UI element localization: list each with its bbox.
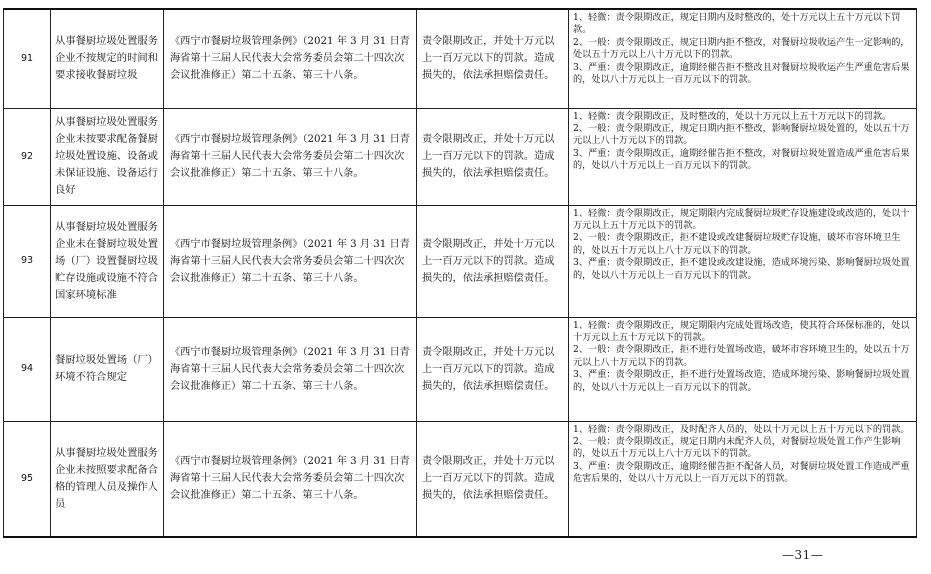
discretion-serious: 3、严重：责令限期改正，拒不建设或改建设施，造成环境污染、影响餐厨垃圾处置的，处以八十万元以上一百万元以下的罚款。: [573, 257, 910, 281]
row-number: 92: [4, 108, 51, 205]
discretion-serious: 3、严重：责令限期改正，逾期经催告拒不整改且对餐厨垃圾收运产生严重危害后果的，处以八十万元以上一百万元以下的罚款。: [573, 61, 910, 86]
violation-behavior: 餐厨垃圾处置场（厂）环境不符合规定: [51, 317, 164, 421]
penalty-provision: 责令限期改正，并处十万元以上一百万元以下的罚款。造成损失的，依法承担赔偿责任。: [417, 9, 569, 108]
penalty-provision: 责令限期改正，并处十万元以上一百万元以下的罚款。造成损失的，依法承担赔偿责任。: [417, 108, 569, 205]
discretion-serious: 3、严重：责令限期改正，拒不进行处置场改造，造成环境污染、影响餐厨垃圾处置的，处以八十万元以上一百万元以下的罚款。: [573, 369, 910, 393]
legal-basis: 《西宁市餐厨垃圾管理条例》（2021 年 3 月 31 日青海省第十三届人民代表大会常务委员会第二十四次次会议批准修正）第二十五条、第三十八条。: [164, 9, 417, 108]
row-number: 94: [4, 317, 51, 421]
legal-basis: 《西宁市餐厨垃圾管理条例》（2021 年 3 月 31 日青海省第十三届人民代表大会常务委员会第二十四次次会议批准修正）第二十五条、第三十八条。: [164, 317, 417, 421]
table-row: [4, 205, 917, 317]
discretion-standard: [569, 108, 917, 205]
row-number: 91: [4, 9, 51, 108]
table-row: [4, 421, 917, 537]
legal-basis: 《西宁市餐厨垃圾管理条例》（2021 年 3 月 31 日青海省第十三届人民代表大会常务委员会第二十四次次会议批准修正）第二十五条、第三十八条。: [164, 108, 417, 205]
violation-behavior: 从事餐厨垃圾处置服务企业未按照要求配备合格的管理人员及操作人员: [51, 421, 164, 537]
legal-basis: 《西宁市餐厨垃圾管理条例》（2021 年 3 月 31 日青海省第十三届人民代表大会常务委员会第二十四次次会议批准修正）第二十五条、第三十八条。: [164, 205, 417, 317]
discretion-minor: 1、轻微：责令限期改正，规定期限内完成处置场改造，使其符合环保标准的，处以十万元以上五十万元以下的罚款。: [573, 319, 910, 343]
discretion-serious: 3、严重：责令限期改正，逾期经催告拒不配备人员，对餐厨垃圾处置工作造成严重危害后果的，处以八十万元以上一百万元以下的罚款。: [573, 460, 910, 485]
row-number: 93: [4, 205, 51, 317]
discretion-standard: [569, 205, 917, 317]
discretion-standard: [569, 317, 917, 421]
penalty-provision: 责令限期改正，并处十万元以上一百万元以下的罚款。造成损失的，依法承担赔偿责任。: [417, 205, 569, 317]
discretion-minor: 1、轻微：责令限期改正，规定日期内及时整改的，处十万元以上五十万元以下罚款。: [573, 12, 901, 36]
discretion-standard: [569, 9, 917, 108]
discretion-general: 2、一般：责令限期改正，拒不建设或改建餐厨垃圾贮存设施，破坏市容环境卫生的，处以五十万元以上八十万元以下的罚款。: [573, 232, 901, 256]
violation-behavior: 从事餐厨垃圾处置服务企业未按要求配备餐厨垃圾处置设施、设备或未保证设施、设备运行良好: [51, 108, 164, 205]
discretion-minor: 1、轻微：责令限期改正，及时配齐人员的，处以十万元以上五十万元以下的罚款。: [573, 423, 910, 435]
penalty-discretion-table: [3, 8, 917, 538]
table-row: [4, 108, 917, 205]
row-number: 95: [4, 421, 51, 537]
discretion-general: 2、一般：责令限期改正，拒不进行处置场改造，破坏市容环境卫生的，处以五十万元以上八十万元以下的罚款。: [573, 344, 910, 368]
legal-basis: 《西宁市餐厨垃圾管理条例》（2021 年 3 月 31 日青海省第十三届人民代表大会常务委员会第二十四次次会议批准修正）第二十五条、第三十八条。: [164, 421, 417, 537]
table-row: [4, 9, 917, 108]
discretion-serious: 3、严重：责令限期改正，逾期经催告拒不整改，对餐厨垃圾处置造成严重危害后果的，处以八十万元以上一百万元以下的罚款。: [573, 147, 910, 172]
discretion-minor: 1、轻微：责令限期改正，及时整改的，处以十万元以上五十万元以下的罚款。: [573, 110, 892, 122]
discretion-general: 2、一般：责令限期改正，规定日期内未配齐人员，对餐厨垃圾处置工作产生影响的，处以五十万元以上八十万元以下的罚款。: [573, 435, 901, 460]
discretion-minor: 1、轻微：责令限期改正，规定期限内完成餐厨垃圾贮存设施建设或改造的，处以十万元以上五十万元以下的罚款。: [573, 207, 910, 231]
table-row: [4, 317, 917, 421]
discretion-standard: [569, 421, 917, 537]
page-number: —31—: [782, 548, 824, 562]
violation-behavior: 从事餐厨垃圾处置服务企业不按规定的时间和要求接收餐厨垃圾: [51, 9, 164, 108]
violation-behavior: 从事餐厨垃圾处置服务企业未在餐厨垃圾处置场（厂）设置餐厨垃圾贮存设施或设施不符合国家环境标准: [51, 205, 164, 317]
penalty-provision: 责令限期改正，并处十万元以上一百万元以下的罚款。造成损失的，依法承担赔偿责任。: [417, 317, 569, 421]
discretion-general: 2、一般：责令限期改正，规定日期内拒不整改，影响餐厨垃圾处置的，处以五十万元以上八十万元以下的罚款。: [573, 122, 910, 147]
penalty-provision: 责令限期改正，并处十万元以上一百万元以下的罚款。造成损失的，依法承担赔偿责任。: [417, 421, 569, 537]
discretion-general: 2、一般：责令限期改正，规定日期内拒不整改，对餐厨垃圾收运产生一定影响的，处以五十万元以上八十万元以下的罚款。: [573, 36, 910, 61]
